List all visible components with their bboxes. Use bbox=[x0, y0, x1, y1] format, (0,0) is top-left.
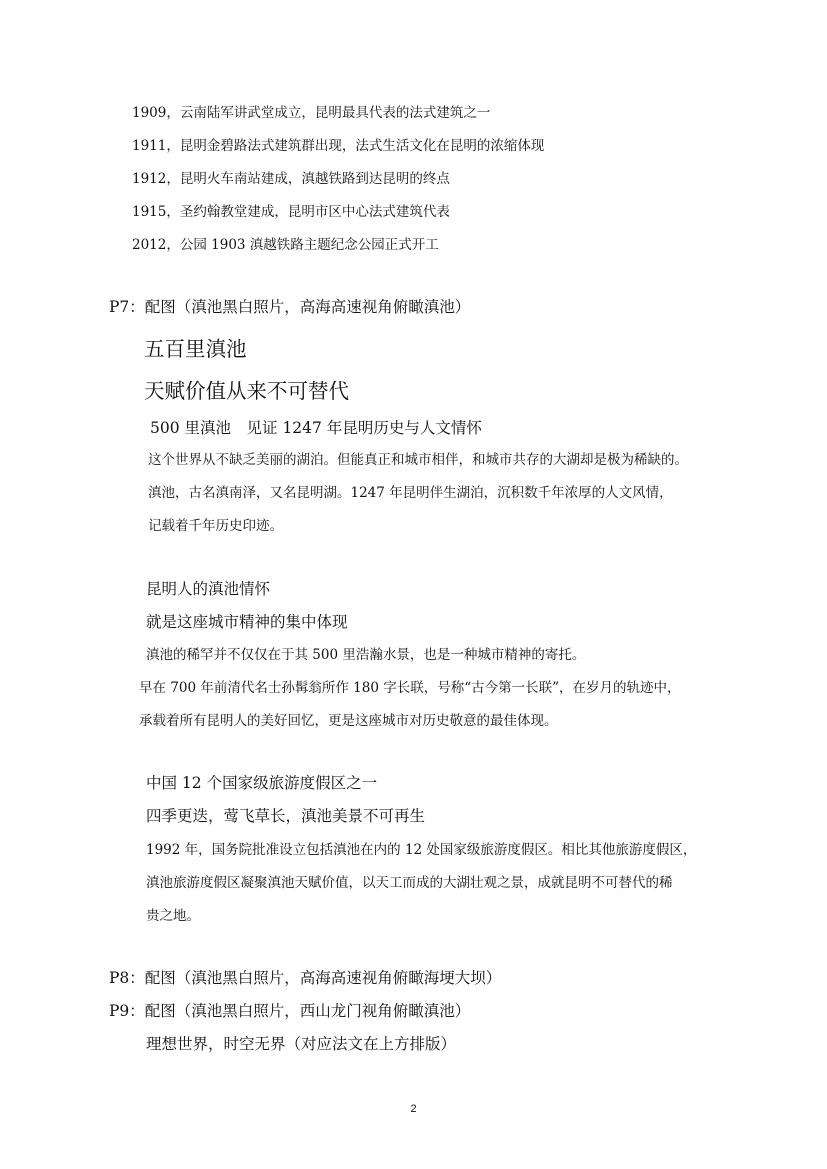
paragraph-line: 滇池旅游度假区凝聚滇池天赋价值，以天工而成的大湖壮观之景，成就昆明不可替代的稀 bbox=[146, 875, 673, 891]
p7-caption: P7：配图（滇池黑白照片，高海高速视角俯瞰滇池） bbox=[109, 298, 471, 316]
p7-subheading-3a: 中国 12 个国家级旅游度假区之一 bbox=[146, 774, 378, 792]
p7-subheading-1: 500 里滇池 见证 1247 年昆明历史与人文情怀 bbox=[150, 419, 482, 437]
paragraph-line: 早在 700 年前清代名士孙髯翁所作 180 字长联，号称“古今第一长联”，在岁月的轨迹中， bbox=[139, 680, 681, 696]
paragraph-line: 承载着所有昆明人的美好回忆，更是这座城市对历史敬意的最佳体现。 bbox=[139, 713, 558, 729]
timeline-item: 1909，云南陆军讲武堂成立，昆明最具代表的法式建筑之一 bbox=[132, 105, 491, 121]
paragraph-line: 这个世界从不缺乏美丽的湖泊。但能真正和城市相伴，和城市共存的大湖却是极为稀缺的。 bbox=[148, 452, 688, 468]
p8-caption: P8：配图（滇池黑白照片，高海高速视角俯瞰海埂大坝） bbox=[109, 969, 502, 987]
timeline-item: 1912，昆明火车南站建成，滇越铁路到达昆明的终点 bbox=[132, 171, 450, 187]
paragraph-line: 滇池的稀罕并不仅仅在于其 500 里浩瀚水景，也是一种城市精神的寄托。 bbox=[146, 647, 586, 663]
p7-subheading-2b: 就是这座城市精神的集中体现 bbox=[146, 613, 348, 631]
p7-heading-2: 天赋价值从来不可替代 bbox=[144, 379, 349, 403]
paragraph-line: 1992 年，国务院批准设立包括滇池在内的 12 处国家级旅游度假区。相比其他旅游度假区， bbox=[146, 842, 697, 858]
p9-caption: P9：配图（滇池黑白照片，西山龙门视角俯瞰滇池） bbox=[109, 1002, 471, 1020]
p7-subheading-2a: 昆明人的滇池情怀 bbox=[146, 580, 271, 598]
timeline-item: 1911，昆明金碧路法式建筑群出现，法式生活文化在昆明的浓缩体现 bbox=[132, 138, 545, 154]
paragraph-line: 记载着千年历史印迹。 bbox=[148, 518, 283, 534]
timeline-item: 2012，公园 1903 滇越铁路主题纪念公园正式开工 bbox=[132, 237, 439, 253]
p7-subheading-3b: 四季更迭，莺飞草长，滇池美景不可再生 bbox=[146, 807, 426, 825]
paragraph-line: 贵之地。 bbox=[146, 908, 200, 924]
p7-heading-1: 五百里滇池 bbox=[144, 337, 247, 361]
page-number: 2 bbox=[410, 1103, 417, 1115]
timeline-item: 1915，圣约翰教堂建成，昆明市区中心法式建筑代表 bbox=[132, 204, 450, 220]
p9-line: 理想世界，时空无界（对应法文在上方排版） bbox=[146, 1035, 457, 1053]
paragraph-line: 滇池，古名滇南泽，又名昆明湖。1247 年昆明伴生湖泊，沉积数千年浓厚的人文风情， bbox=[148, 485, 673, 501]
